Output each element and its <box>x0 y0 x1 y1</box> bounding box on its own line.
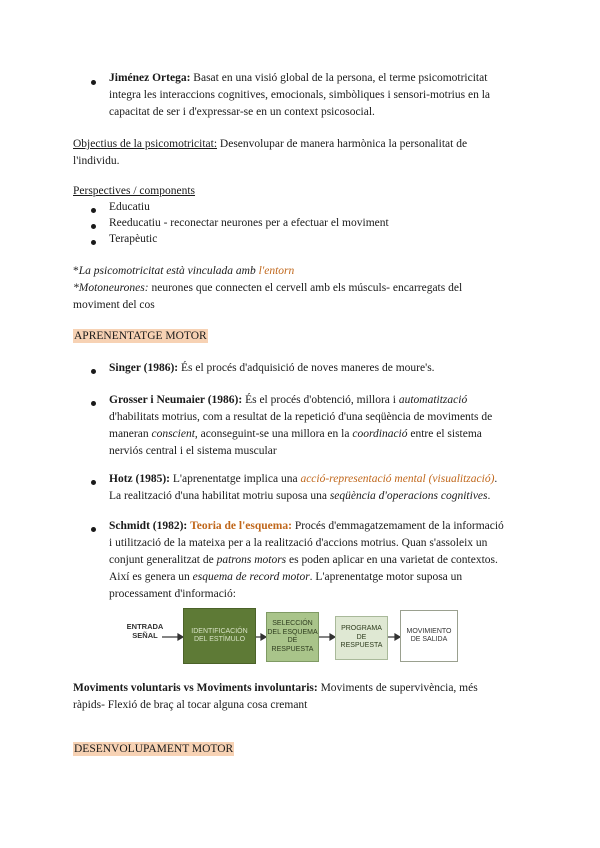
author-hotz: Hotz (1985): <box>109 473 170 485</box>
schmidt-bullet <box>109 518 579 603</box>
schmidt-l3b: es poden aplicar en una varietat de contextos. <box>286 554 498 566</box>
bullet-dot <box>91 80 96 85</box>
author-schmidt: Schmidt (1982): <box>109 520 188 532</box>
flow-box-text: MOVIMIENTO DE SALIDA <box>406 627 452 643</box>
perspectives-heading: Perspectives / components <box>73 185 196 197</box>
grosser-line-2: d'habilitats motrius, com a resultat de la repetició d'una seqüència de moviments de <box>109 411 493 423</box>
input-label-1: ENTRADA <box>126 622 164 631</box>
bullet-dot <box>91 527 96 532</box>
grosser-text: És el procés d'obtenció, millora i <box>242 394 399 406</box>
schmidt-esquema: esquema de record motor <box>192 571 310 583</box>
objectius-label: Objectius de la psicomotricitat: <box>73 138 218 150</box>
hotz-italic: seqüència d'operacions cognitives <box>329 490 488 502</box>
grosser-coordinacio: coordinació <box>352 428 408 440</box>
bullet-dot <box>91 240 96 245</box>
grosser-l3c: entre el sistema <box>407 428 482 440</box>
intro-line-3: capacitat de ser i d'expressar-se en un context psicosocial. <box>109 106 375 118</box>
flow-diagram <box>120 606 470 668</box>
intro-line-2: integra les interaccions cognitives, emocionals, simbòliques i sensori-motrius en la <box>109 89 491 101</box>
grosser-italic: automatització <box>398 394 468 406</box>
bullet-dot <box>91 369 96 374</box>
moviments-line-2: ràpids- Flexió de braç al tocar alguna cosa cremant <box>73 699 308 711</box>
note-motoneurones <box>73 280 553 314</box>
input-label-2: SEÑAL <box>132 631 158 640</box>
schmidt-text: Procés d'emmagatzemament de la informació <box>291 520 504 532</box>
schmidt-line-2: i utilització de la mateixa per a la realització d'accions motrius. Quan s'assoleix un <box>109 537 488 549</box>
note-entorn: l'entorn <box>258 265 295 277</box>
moviments-text: Moviments de supervivència, més <box>317 682 478 694</box>
hotz-l2-end: . <box>487 490 491 502</box>
perspective-item: Terapèutic <box>109 233 158 245</box>
flow-box-text: IDENTIFICACIÓN DEL ESTÍMULO <box>191 627 248 643</box>
schmidt-l3a: conjunt generalitzat de <box>109 554 217 566</box>
moviments-bold: Moviments voluntaris vs Moviments involuntaris: <box>73 682 318 694</box>
hotz-period: . <box>494 473 498 485</box>
grosser-l3a: maneran <box>109 428 152 440</box>
bullet-dot <box>91 480 96 485</box>
intro-bullet <box>109 70 569 121</box>
perspective-item: Educatiu <box>109 201 150 213</box>
flow-box-seleccion <box>266 612 319 662</box>
section-title-text: DESENVOLUPAMENT MOTOR <box>74 743 234 755</box>
motoneurones-label: *Motoneurones: <box>73 282 149 294</box>
grosser-conscient: conscient <box>151 428 195 440</box>
bullet-dot <box>91 208 96 213</box>
grosser-bullet <box>109 392 569 460</box>
hotz-bullet <box>109 471 569 505</box>
perspective-item: Reeducatiu - reconectar neurones per a efectuar el moviment <box>109 217 389 229</box>
bullet-dot <box>91 224 96 229</box>
intro-line-1: Basat en una visió global de la persona, el terme psicomotricitat <box>190 72 488 84</box>
grosser-l3b: , aconseguint-se una millora en la <box>194 428 353 440</box>
schmidt-l4b: . L'aprenentatge motor suposa un <box>309 571 463 583</box>
flow-box-identificacion <box>183 608 256 664</box>
objectius-text: Desenvolupar de manera harmònica la personalitat de <box>217 138 468 150</box>
motoneurones-text: neurones que connecten el cervell amb els músculs- encarregats del <box>148 282 463 294</box>
motoneurones-text-2: moviment del cos <box>73 299 155 311</box>
flow-box-text: PROGRAMA DE RESPUESTA <box>340 625 383 650</box>
hotz-l2-text: La realització d'una habilitat motriu suposa una <box>109 490 330 502</box>
singer-bullet <box>109 360 435 377</box>
schmidt-theory: Teoria de l'esquema: <box>190 520 292 532</box>
author-jimenez: Jiménez Ortega: <box>109 72 191 84</box>
schmidt-l4a: Així es genera un <box>109 571 193 583</box>
section-title-desenvolupament <box>73 741 234 758</box>
flow-box-text: SELECCIÓN DEL ESQUEMA DE RESPUESTA <box>267 620 318 653</box>
note-asterisk: * <box>73 265 79 277</box>
schmidt-patrons: patrons motors <box>216 554 287 566</box>
section-title-text: APRENENTATGE MOTOR <box>74 330 207 342</box>
flow-box-movimiento <box>400 610 458 662</box>
objectius-paragraph <box>73 136 553 170</box>
hotz-orange: acció-representació mental (visualització) <box>300 473 495 485</box>
moviments-paragraph <box>73 680 553 714</box>
schmidt-line-5: processament d'informació: <box>109 588 236 600</box>
bullet-dot <box>91 401 96 406</box>
flow-box-programa <box>335 616 388 660</box>
note-psicomotricitat <box>73 263 294 280</box>
singer-text: És el procés d'adquisició de noves maneres de moure's. <box>178 362 435 374</box>
objectius-text-2: l'individu. <box>73 155 120 167</box>
author-singer: Singer (1986): <box>109 362 179 374</box>
author-grosser: Grosser i Neumaier (1986): <box>109 394 243 406</box>
hotz-text: L'aprenentatge implica una <box>170 473 301 485</box>
grosser-line-4: nerviós central i el sistema muscular <box>109 445 277 457</box>
section-title-aprenentatge <box>73 328 208 345</box>
note-italic: La psicomotricitat està vinculada amb <box>78 265 259 277</box>
